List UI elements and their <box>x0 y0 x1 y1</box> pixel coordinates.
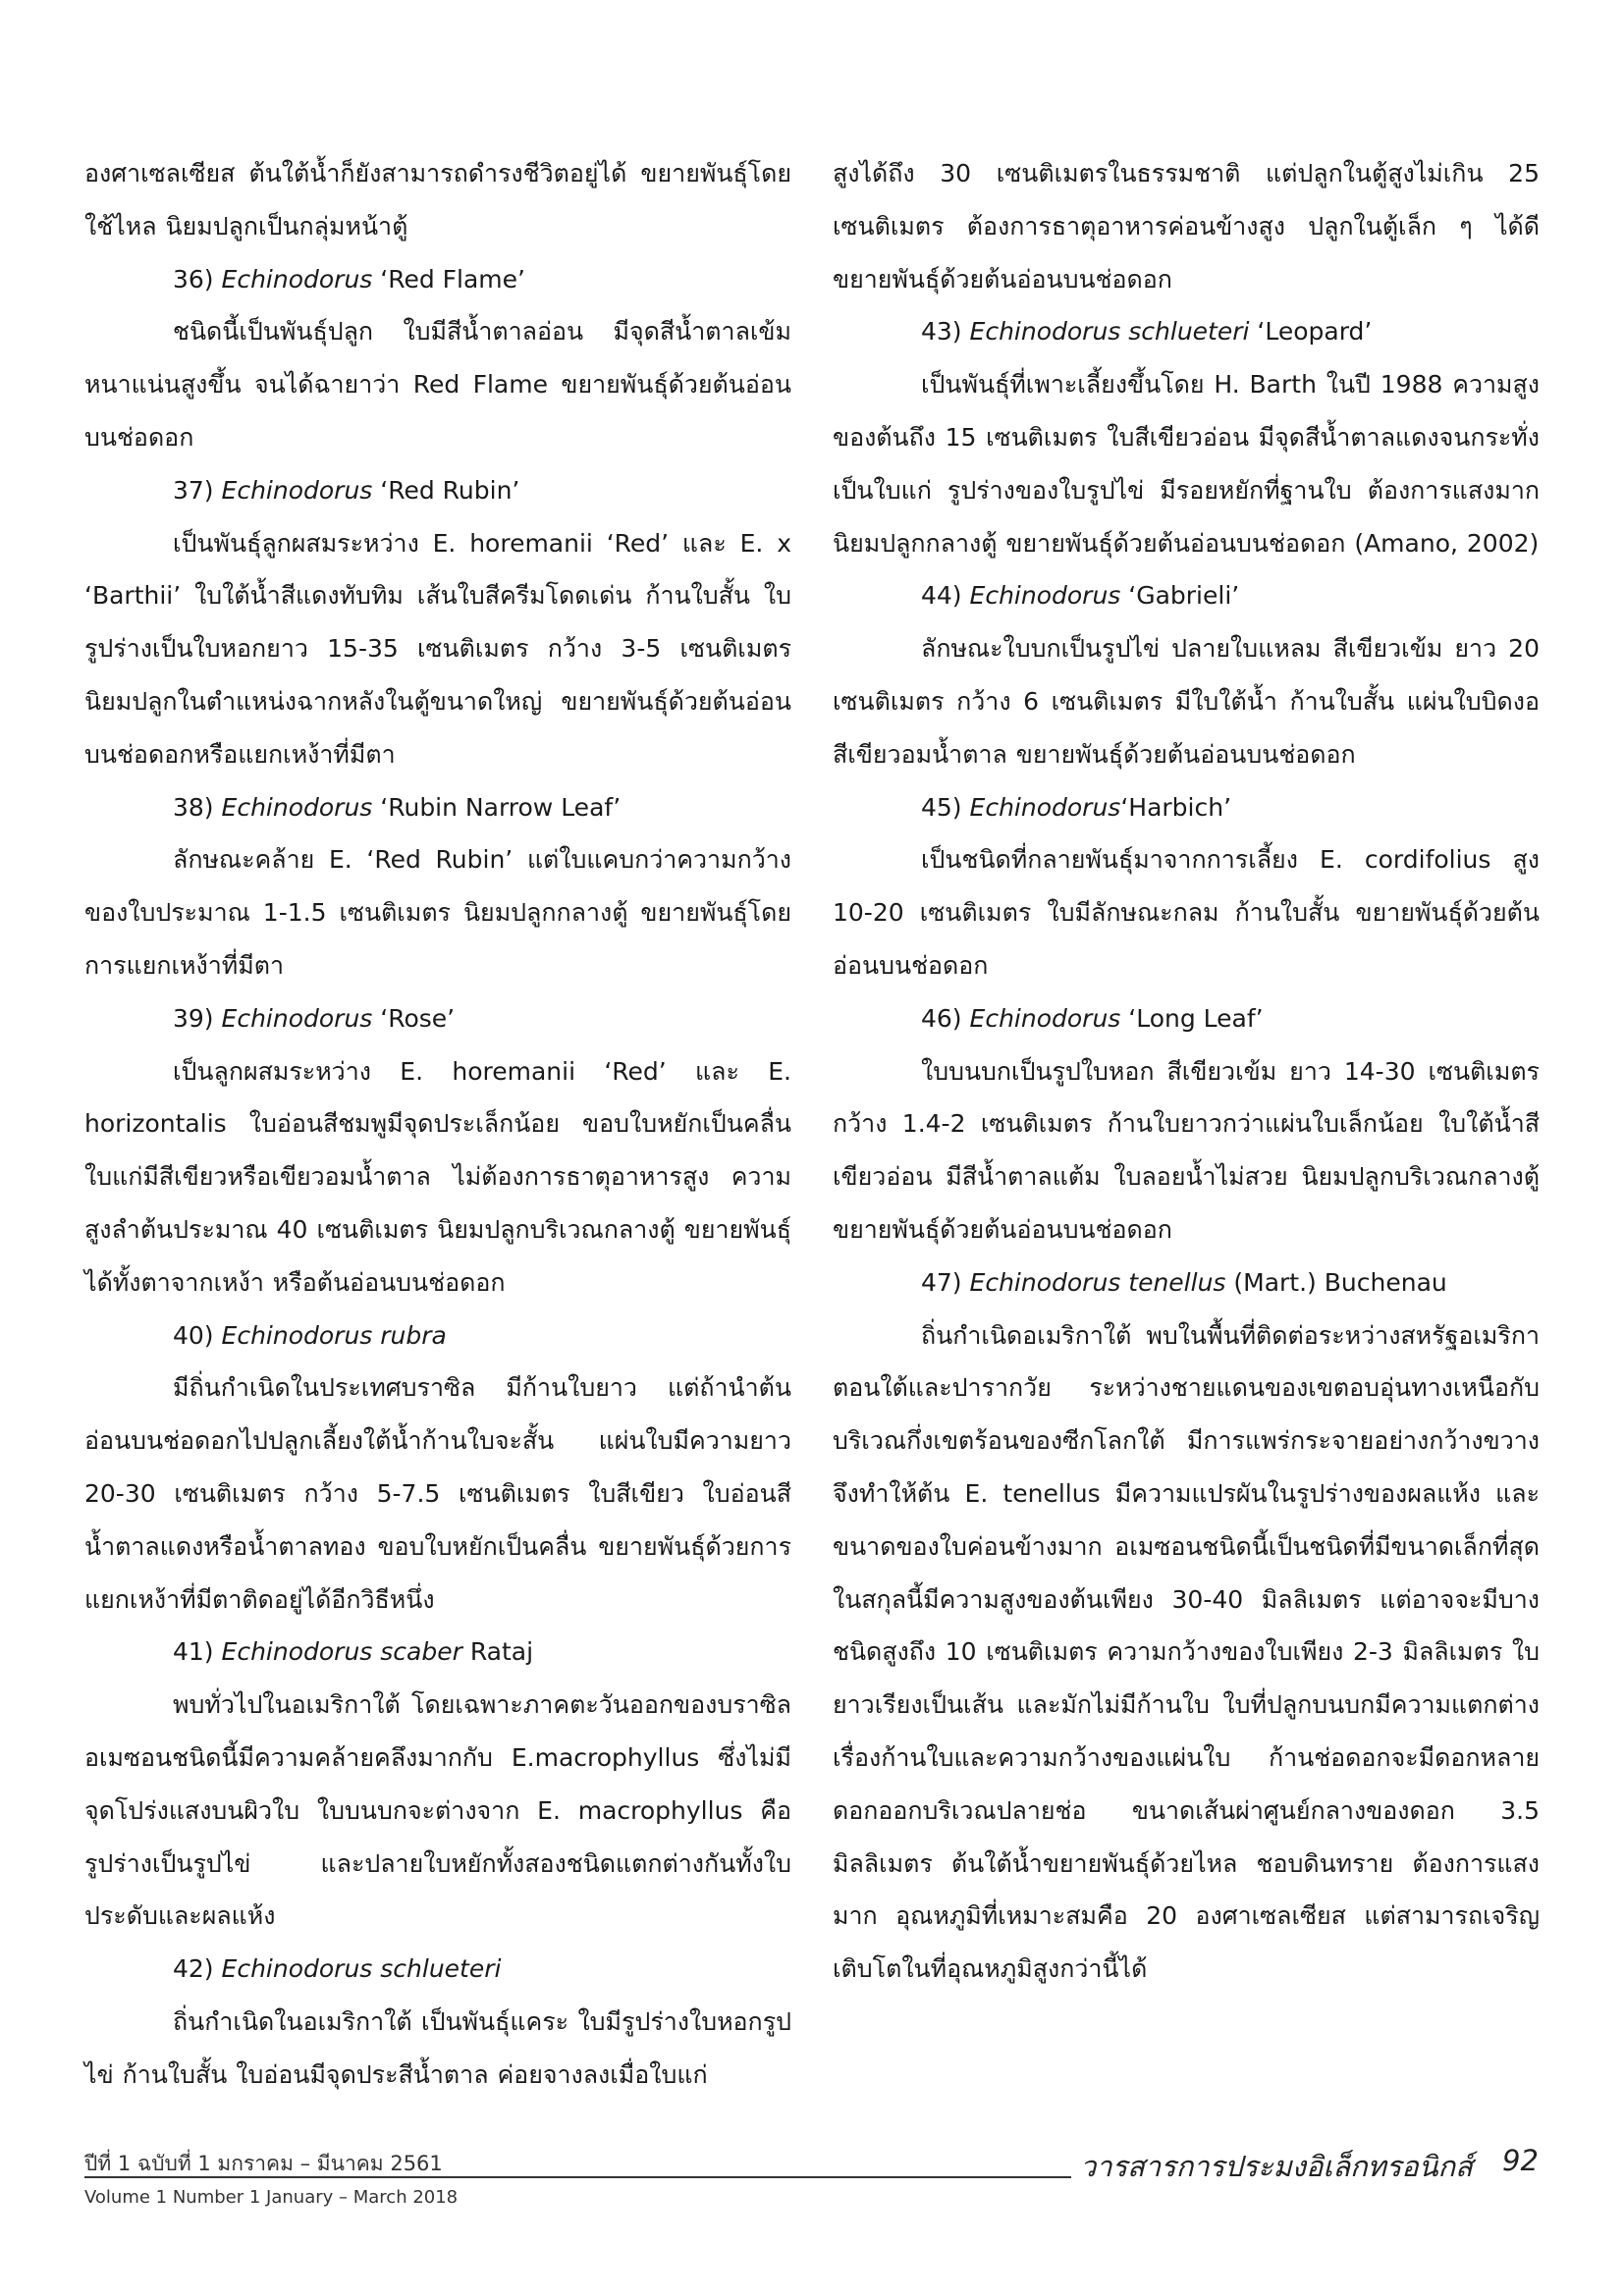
species-number: 39) <box>173 1003 214 1033</box>
scientific-name: Echinodorus rubra <box>221 1320 447 1350</box>
species-number: 38) <box>173 792 214 822</box>
paragraph: สูงได้ถึง 30 เซนติเมตรในธรรมชาติ แต่ปลูกในตู้สูงไม่เกิน 25 เซนติเมตร ต้องการธาตุอาหารค่อนข้างสูง ปลูกในตู้เล็ก ๆ ได้ดี ขยายพันธุ์ด้วยต้นอ่อนบนช่อดอก <box>833 159 1540 294</box>
species-heading <box>84 992 791 1045</box>
species-number: 44) <box>921 581 962 611</box>
scientific-name: Echinodorus <box>969 792 1121 822</box>
species-heading <box>833 305 1540 358</box>
scientific-name: Echinodorus <box>221 792 373 822</box>
cultivar-name: ‘Gabrieli’ <box>1120 581 1240 611</box>
species-heading <box>84 1309 791 1362</box>
species-number: 45) <box>921 792 962 822</box>
paragraph: มีถิ่นกำเนิดในประเทศบราซิล มีก้านใบยาว แต่ถ้านำต้นอ่อนบนช่อดอกไปปลูกเลี้ยงใต้น้ำก้านใบจะสั้น แผ่นใบมีความยาว 20-30 เซนติเมตร กว้าง 5-7.5 เซนติเมตร ใบสีเขียว ใบอ่อนสีน้ำตาลแดงหรือน้ำตาลทอง ขอบใบหยักเป็นคลื่น ขยายพันธุ์ด้วยการแยกเหง้าที่มีตาติดอยู่ได้อีกวิธีหนึ่ง <box>84 1373 791 1614</box>
paragraph: พบทั่วไปในอเมริกาใต้ โดยเฉพาะภาคตะวันออกของบราซิล อเมซอนชนิดนี้มีความคล้ายคลึงมากกับ E.macrophyllus ซึ่งไม่มีจุดโปร่งแสงบนผิวใบ ใบบนบกจะต่างจาก E. macrophyllus คือ รูปร่างเป็นรูปไข่ และปลายใบหยักทั้งสองชนิดแตกต่างกันทั้งใบประดับและผลแห้ง <box>84 1690 791 1931</box>
species-number: 36) <box>173 264 214 294</box>
paragraph: เป็นชนิดที่กลายพันธุ์มาจากการเลี้ยง E. cordifolius สูง 10-20 เซนติเมตร ใบมีลักษณะกลม ก้านใบสั้น ขยายพันธุ์ด้วยต้นอ่อนบนช่อดอก <box>833 845 1540 980</box>
left-column <box>84 147 791 2101</box>
species-number: 37) <box>173 475 214 505</box>
cultivar-name: ‘Rose’ <box>372 1003 456 1033</box>
paragraph: ชนิดนี้เป็นพันธุ์ปลูก ใบมีสีน้ำตาลอ่อน มีจุดสีน้ำตาลเข้มหนาแน่นสูงขึ้น จนได้ฉายาว่า Red Flame ขยายพันธุ์ด้วยต้นอ่อนบนช่อดอก <box>84 317 791 452</box>
scientific-name: Echinodorus <box>969 581 1121 611</box>
paragraph: เป็นลูกผสมระหว่าง E. horemanii ‘Red’ และ E. horizontalis ใบอ่อนสีชมพูมีจุดประเล็กน้อย ขอบใบหยักเป็นคลื่น ใบแก่มีสีเขียวหรือเขียวอมน้ำตาล ไม่ต้องการธาตุอาหารสูง ความสูงลำต้นประมาณ 40 เซนติเมตร นิยมปลูกบริเวณกลางตู้ ขยายพันธุ์ได้ทั้งตาจากเหง้า หรือต้นอ่อนบนช่อดอก <box>84 1056 791 1297</box>
scientific-name: Echinodorus <box>221 475 373 505</box>
cultivar-name: ‘Red Flame’ <box>372 264 525 294</box>
species-heading <box>84 1943 791 1996</box>
paragraph: เป็นพันธุ์ลูกผสมระหว่าง E. horemanii ‘Red’ และ E. x ‘Barthii’ ใบใต้น้ำสีแดงทับทิม เส้นใบสีครีมโดดเด่น ก้านใบสั้น ใบรูปร่างเป็นใบหอกยาว 15-35 เซนติเมตร กว้าง 3-5 เซนติเมตร นิยมปลูกในตำแหน่งฉากหลังในตู้ขนาดใหญ่ ขยายพันธุ์ด้วยต้นอ่อนบนช่อดอกหรือแยกเหง้าที่มีตา <box>84 528 791 769</box>
scientific-name: Echinodorus schlueteri <box>221 1954 502 1984</box>
species-heading <box>84 253 791 306</box>
species-heading <box>833 569 1540 622</box>
page-number: 92 <box>1502 2144 1539 2177</box>
species-heading <box>833 1256 1540 1309</box>
footer-journal-title: วารสารการประมงอิเล็กทรอนิกส์ <box>1080 2150 1473 2183</box>
scientific-name: Echinodorus schlueteri <box>969 317 1250 347</box>
species-heading <box>84 1626 791 1679</box>
cultivar-name: ‘Leopard’ <box>1249 317 1373 347</box>
cultivar-name: ‘Rubin Narrow Leaf’ <box>372 792 622 822</box>
scientific-name: Echinodorus tenellus <box>969 1267 1226 1297</box>
paragraph: ใบบนบกเป็นรูปใบหอก สีเขียวเข้ม ยาว 14-30 เซนติเมตร กว้าง 1.4-2 เซนติเมตร ก้านใบยาวกว่าแผ่นใบเล็กน้อย ใบใต้น้ำสีเขียวอ่อน มีสีน้ำตาลแต้ม ใบลอยน้ำไม่สวย นิยมปลูกบริเวณกลางตู้ ขยายพันธุ์ด้วยต้นอ่อนบนช่อดอก <box>833 1056 1540 1244</box>
cultivar-name: ‘Long Leaf’ <box>1120 1003 1264 1033</box>
cultivar-name: ‘Harbich’ <box>1120 792 1232 822</box>
scientific-name: Echinodorus <box>969 1003 1121 1033</box>
footer-rule <box>84 2176 1071 2178</box>
species-number: 46) <box>921 1003 962 1033</box>
paragraph: ลักษณะใบบกเป็นรูปไข่ ปลายใบแหลม สีเขียวเข้ม ยาว 20 เซนติเมตร กว้าง 6 เซนติเมตร มีใบใต้น้ำ ก้านใบสั้น แผ่นใบบิดงอ สีเขียวอมน้ำตาล ขยายพันธุ์ด้วยต้นอ่อนบนช่อดอก <box>833 634 1540 769</box>
cultivar-name: (Mart.) Buchenau <box>1225 1267 1447 1297</box>
species-number: 43) <box>921 317 962 347</box>
species-number: 42) <box>173 1954 214 1984</box>
species-heading <box>84 464 791 517</box>
right-column <box>833 147 1540 1996</box>
footer-issue-thai: ปีที่ 1 ฉบับที่ 1 มกราคม – มีนาคม 2561 <box>84 2152 443 2175</box>
paragraph: ถิ่นกำเนิดในอเมริกาใต้ เป็นพันธุ์แคระ ใบมีรูปร่างใบหอกรูปไข่ ก้านใบสั้น ใบอ่อนมีจุดประสีน้ำตาล ค่อยจางลงเมื่อใบแก่ <box>84 2006 791 2089</box>
species-heading <box>833 781 1540 834</box>
paragraph: เป็นพันธุ์ที่เพาะเลี้ยงขึ้นโดย H. Barth ในปี 1988 ความสูงของต้นถึง 15 เซนติเมตร ใบสีเขียวอ่อน มีจุดสีน้ำตาลแดงจนกระทั่งเป็นใบแก่ รูปร่างของใบรูปไข่ มีรอยหยักที่ฐานใบ ต้องการแสงมาก นิยมปลูกกลางตู้ ขยายพันธุ์ด้วยต้นอ่อนบนช่อดอก (Amano, 2002) <box>833 370 1540 558</box>
species-number: 41) <box>173 1637 214 1667</box>
cultivar-name: Rataj <box>461 1637 534 1667</box>
species-number: 47) <box>921 1267 962 1297</box>
species-heading <box>84 781 791 834</box>
paragraph: ลักษณะคล้าย E. ‘Red Rubin’ แต่ใบแคบกว่าความกว้างของใบประมาณ 1-1.5 เซนติเมตร นิยมปลูกกลางตู้ ขยายพันธุ์โดยการแยกเหง้าที่มีตา <box>84 845 791 980</box>
cultivar-name: ‘Red Rubin’ <box>372 475 520 505</box>
scientific-name: Echinodorus <box>221 1003 373 1033</box>
paragraph: ถิ่นกำเนิดอเมริกาใต้ พบในพื้นที่ติดต่อระหว่างสหรัฐอเมริกาตอนใต้และปารากวัย ระหว่างชายแดนของเขตอบอุ่นทางเหนือกับบริเวณกึ่งเขตร้อนของซีกโลกใต้ มีการแพร่กระจายอย่างกว้างขวาง จึงทำให้ต้น E. tenellus มีความแปรผันในรูปร่างของผลแห้ง และขนาดของใบค่อนข้างมาก อเมซอนชนิดนี้เป็นชนิดที่มีขนาดเล็กที่สุดในสกุลนี้มีความสูงของต้นเพียง 30-40 มิลลิเมตร แต่อาจจะมีบางชนิดสูงถึง 10 เซนติเมตร ความกว้างของใบเพียง 2-3 มิลลิเมตร ใบยาวเรียงเป็นเส้น และมักไม่มีก้านใบ ใบที่ปลูกบนบกมีความแตกต่างเรื่องก้านใบและความกว้างของแผ่นใบ ก้านช่อดอกจะมีดอกหลายดอกออกบริเวณปลายช่อ ขนาดเส้นผ่าศูนย์กลางของดอก 3.5 มิลลิเมตร ต้นใต้น้ำขยายพันธุ์ด้วยไหล ชอบดินทราย ต้องการแสงมาก อุณหภูมิที่เหมาะสมคือ 20 องศาเซลเซียส แต่สามารถเจริญเติบโตในที่อุณหภูมิสูงกว่านี้ได้ <box>833 1320 1540 1984</box>
scientific-name: Echinodorus scaber <box>221 1637 462 1667</box>
species-heading <box>833 992 1540 1045</box>
paragraph: องศาเซลเซียส ต้นใต้น้ำก็ยังสามารถดำรงชีวิตอยู่ได้ ขยายพันธุ์โดยใช้ไหล นิยมปลูกเป็นกลุ่มหน้าตู้ <box>84 159 791 240</box>
scientific-name: Echinodorus <box>221 264 373 294</box>
footer-issue-english: Volume 1 Number 1 January – March 2018 <box>84 2187 459 2208</box>
species-number: 40) <box>173 1320 214 1350</box>
